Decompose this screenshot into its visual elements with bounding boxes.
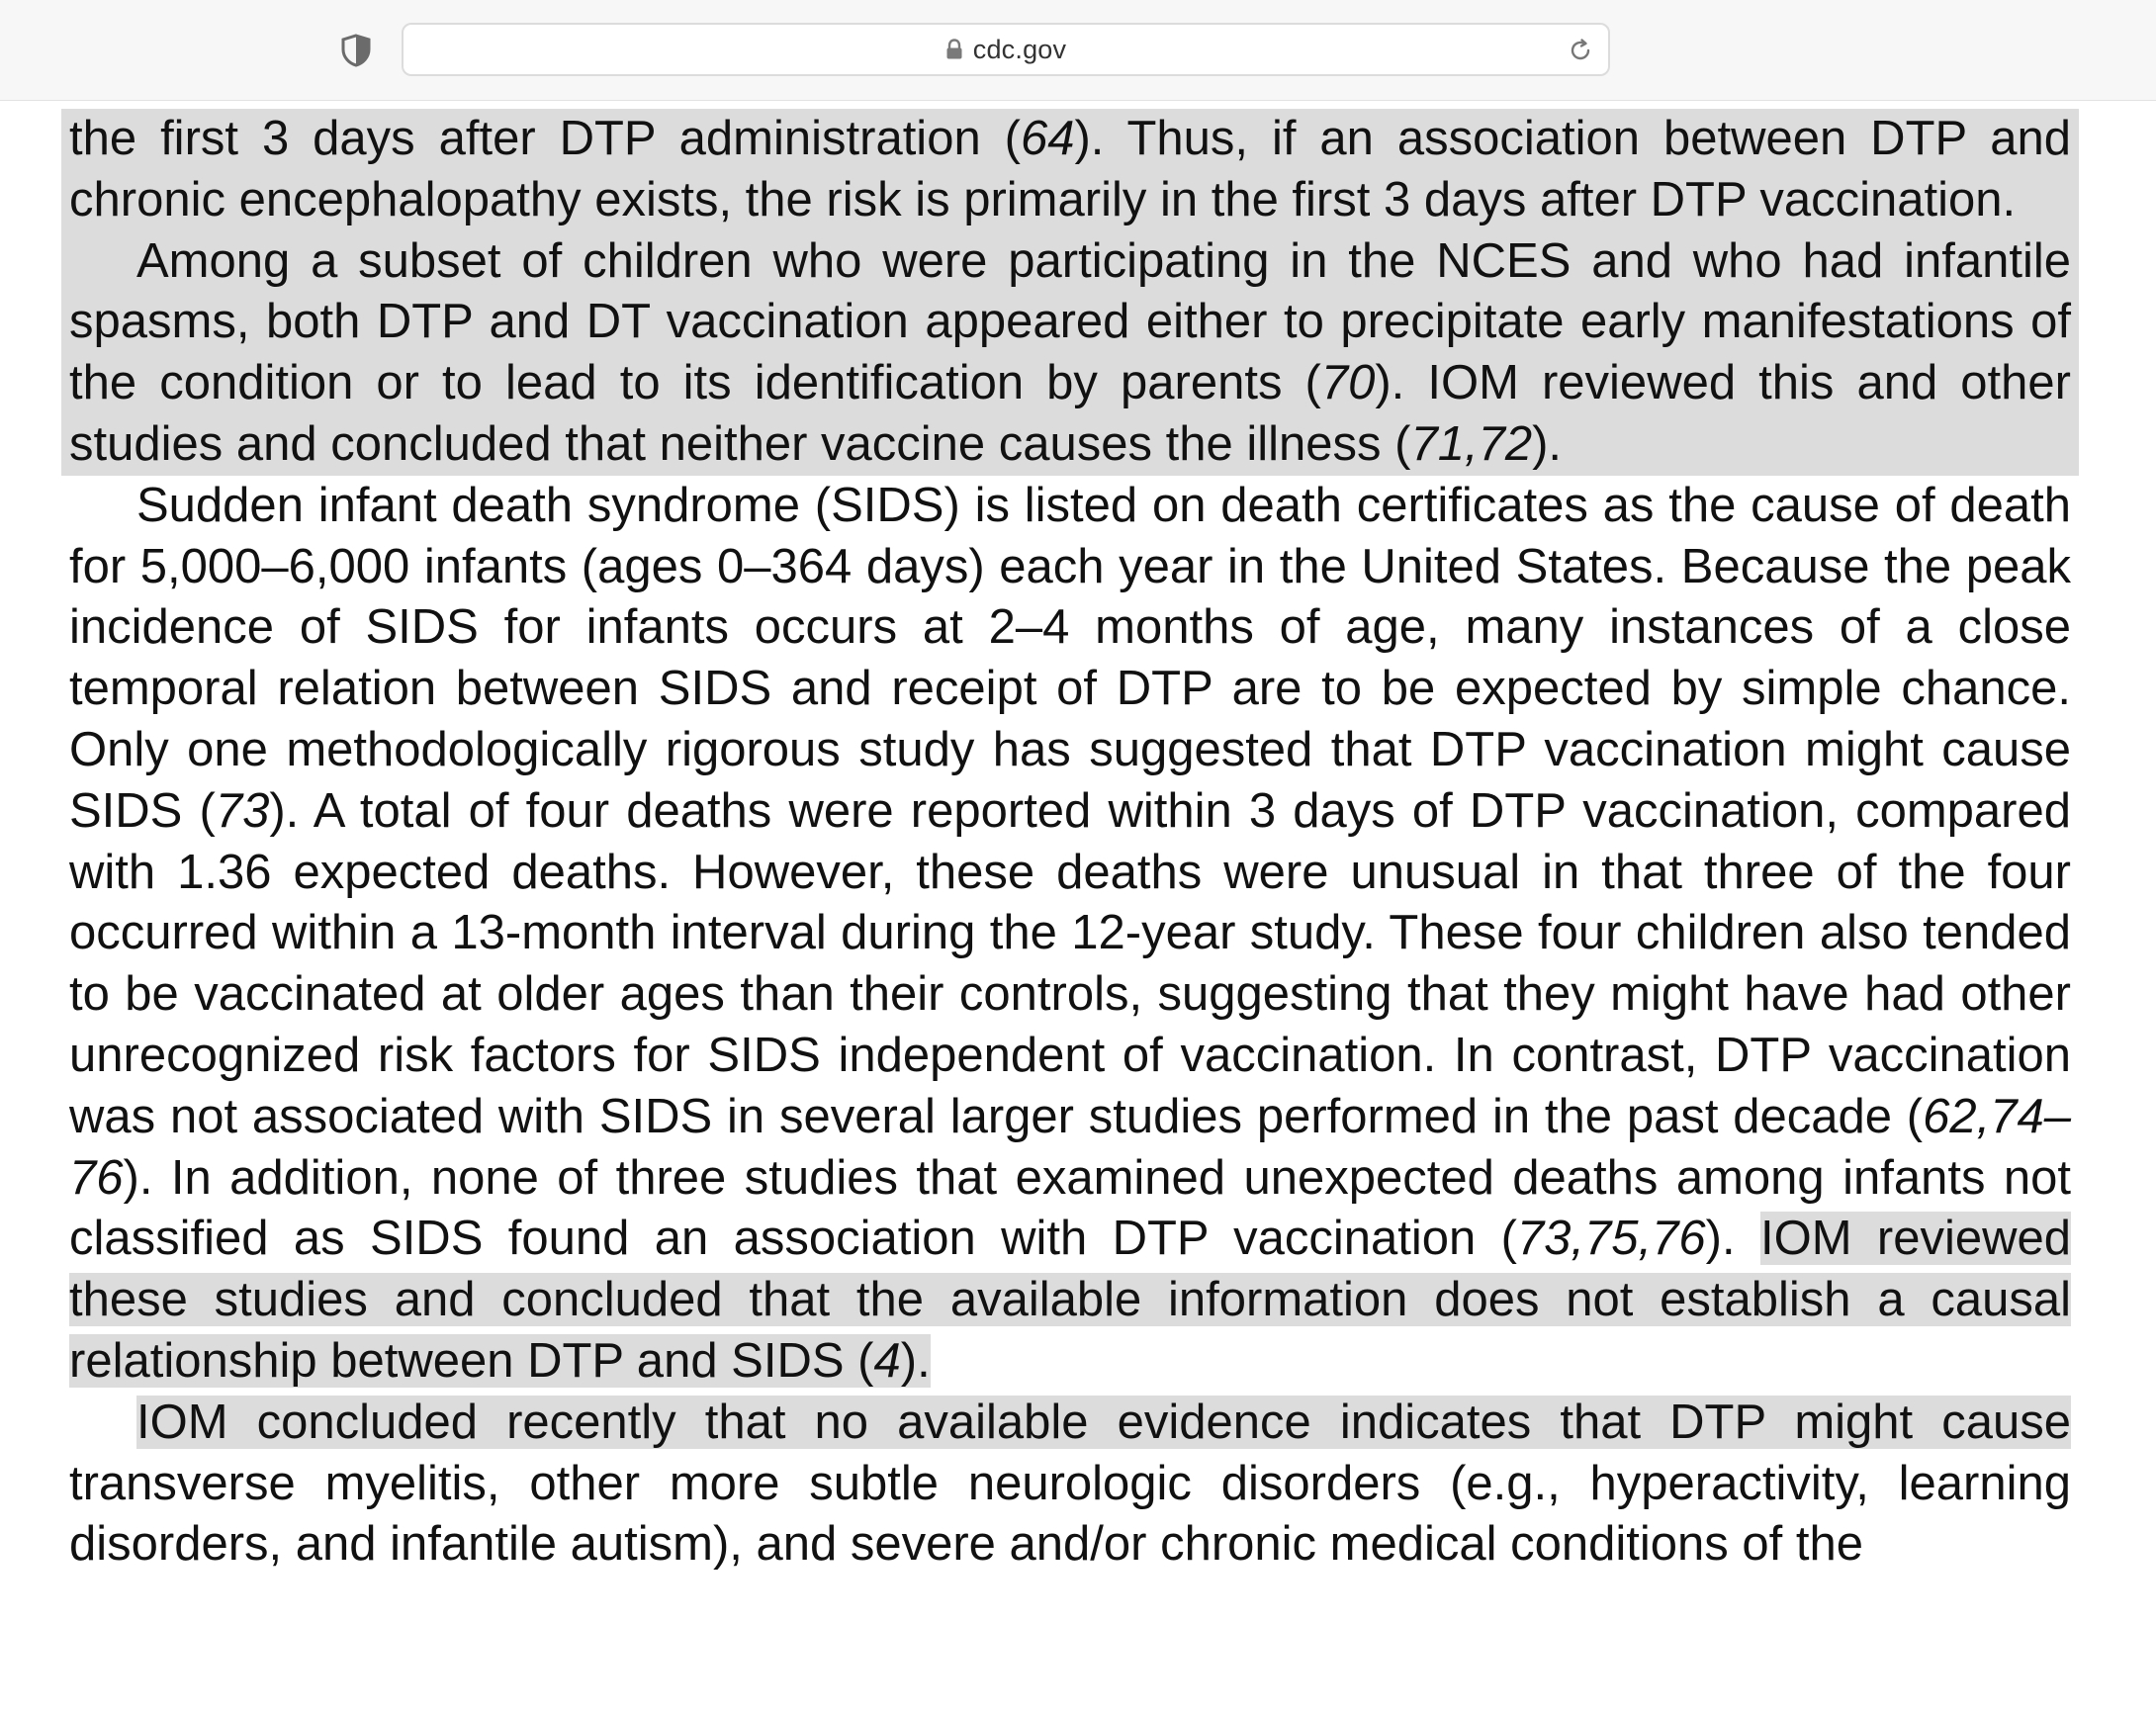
reference-link[interactable]: 4: [873, 1333, 901, 1388]
paragraph-text: ). Thus, if an association between DTP and chronic encephalopathy exists, the risk is primarily in the first 3 days after DTP vaccination.: [69, 112, 2071, 226]
article-column: [69, 109, 2071, 1576]
paragraph-infantile-spasms: [61, 231, 2079, 476]
lock-icon: [945, 39, 963, 60]
highlighted-text: IOM concluded recently that no available evidence indicates that DTP might cause: [136, 1395, 2071, 1449]
paragraph-sids: [69, 476, 2071, 1393]
paragraph-text: the first 3 days after DTP administration (: [69, 112, 1021, 165]
paragraph-encephalopathy: [61, 109, 2079, 231]
address-bar[interactable]: [402, 23, 1610, 76]
paragraph-text: ).: [1532, 416, 1563, 471]
paragraph-text: transverse myelitis, other more subtle neurologic disorders (e.g., hyperactivity, learning disorders, and infantile autism), and severe and/or chronic medical conditions of the: [69, 1456, 2071, 1572]
reload-icon[interactable]: [1567, 37, 1594, 64]
paragraph-text: Among a subset of children who were participating in the NCES and who had infantile spasms, both DTP and DT vaccination appeared either to precipitate early manifestations of the condition or to lead to its identification by parents (: [69, 233, 2071, 410]
paragraph-text: ). A total of four deaths were reported within 3 days of DTP vaccination, compared with 1.36 expected deaths. However, these deaths were unusual in that three of the four occurred within a 13-month interval during the 12-year study. These four children also tended to be vaccinated at older ages than their controls, suggesting that they might have had other unrecognized risk factors for SIDS independent of vaccination. In contrast, DTP vaccination was not associated with SIDS in several larger studies performed in the past decade (: [69, 783, 2071, 1143]
shield-icon[interactable]: [339, 34, 373, 67]
paragraph-text: Sudden infant death syndrome (SIDS) is listed on death certificates as the cause of death for 5,000–6,000 infants (ages 0–364 days) each year in the United States. Because the peak incidence of SIDS for infants occurs at 2–4 months of age, many instances of a close temporal relation between SIDS and receipt of DTP are to be expected by simple chance. Only one methodologically rigorous study has suggested that DTP vaccination might cause SIDS (: [69, 478, 2071, 838]
reference-link[interactable]: 73,75,76: [1516, 1212, 1706, 1266]
url-text: cdc.gov: [972, 34, 1067, 64]
reference-link[interactable]: 62,74–76: [69, 1089, 2071, 1205]
browser-toolbar: [0, 0, 2156, 101]
reference-link[interactable]: 71,72: [1410, 416, 1533, 471]
address-content: [404, 25, 1608, 74]
reference-link[interactable]: 64: [1020, 112, 1075, 165]
paragraph-text: ). In addition, none of three studies that examined unexpected deaths among infants not classified as SIDS found an association with DTP vaccination (: [69, 1150, 2071, 1266]
highlighted-sentence-end: ).: [900, 1333, 931, 1388]
reference-link[interactable]: 73: [215, 783, 270, 838]
reference-link[interactable]: 70: [1320, 356, 1376, 410]
paragraph-text: ). IOM reviewed this and other studies and concluded that neither vaccine causes the illness (: [69, 356, 2071, 471]
highlighted-sentence: IOM reviewed these studies and concluded that the available information does not establish a causal relationship between DTP and SIDS (: [69, 1212, 2071, 1388]
paragraph-iom-conclusion: [69, 1393, 2071, 1576]
paragraph-text: ).: [1705, 1212, 1736, 1266]
